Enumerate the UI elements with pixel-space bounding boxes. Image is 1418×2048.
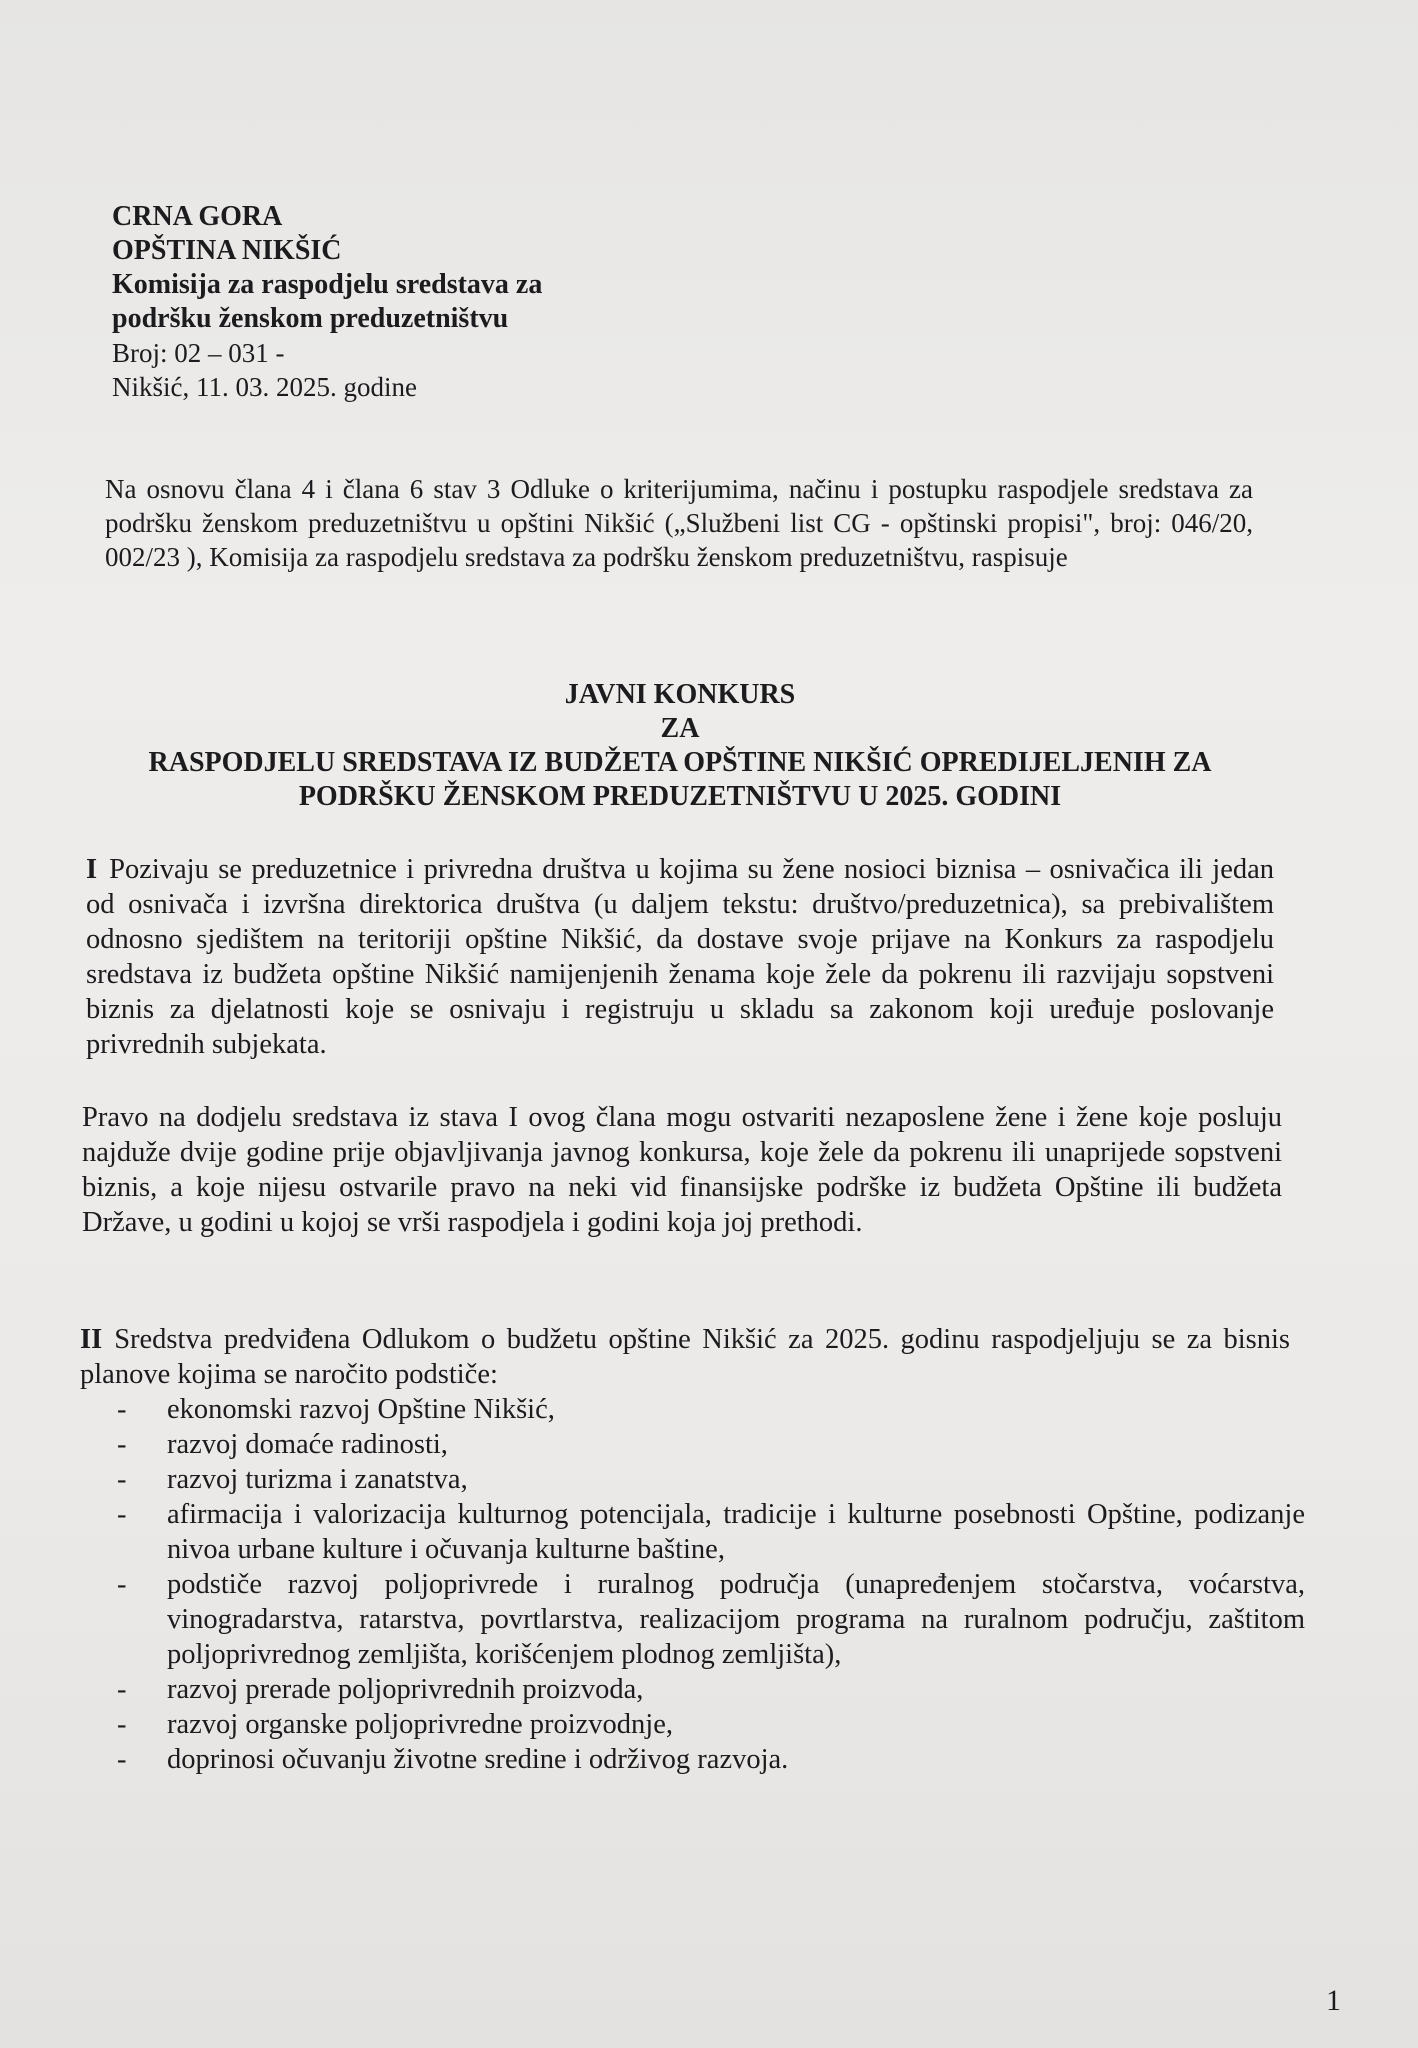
section-1-second-paragraph: Pravo na dodjelu sredstava iz stava I ovog člana mogu ostvariti nezaposlene žene i žene koje posluju najduže dvije godine prije objavljivanja javnog konkursa, koje žele da pokrenu ili unaprijede sopstveni biznis, a koje nijesu ostvarile pravo na neki vid finansijske podrške iz budžeta Opštine ili budžeta Države, u godini u kojoj se vrši raspodjela i godini koja joj prethodi. — [82, 1102, 1282, 1238]
page-number: 1 — [1326, 1984, 1341, 2017]
title-line1: JAVNI KONKURS — [564, 679, 796, 710]
country-name: CRNA GORA — [112, 201, 283, 232]
section-1-numeral: I — [86, 854, 98, 885]
list-item: - razvoj domaće radinosti, — [115, 1427, 1305, 1462]
document-number: Broj: 02 – 031 - — [112, 338, 285, 368]
section-2-paragraph — [80, 1322, 1290, 1392]
list-item: - razvoj turizma i zanatstva, — [115, 1462, 1305, 1497]
commission-name-line1: Komisija za raspodjelu sredstava za — [112, 269, 543, 300]
intro-paragraph: Na osnovu člana 4 i člana 6 stav 3 Odluke o kriterijumima, načinu i postupku raspodjele sredstava za podršku ženskom preduzetništvu u opštini Nikšić („Službeni list CG - opštinski propisi", broj: 046/20, 002/23 ), Komisija za raspodjelu sredstava za podršku ženskom preduzetništvu, raspisuje — [105, 474, 1253, 572]
section-1-text: Pozivaju se preduzetnice i privredna društva u kojima su žene nosioci biznisa – osnivačica ili jedan od osnivača i izvršna direktorica društva (u daljem tekstu: društvo/preduzetnica), sa prebivalištem odnosno sjedištem na teritoriji opštine Nikšić, da dostave svoje prijave na Konkurs za raspodjelu sredstava iz budžeta opštine Nikšić namijenjenih ženama koje žele da pokrenu ili razvijaju sopstveni biznis za djelatnosti koje se osnivaju i registruju u skladu sa zakonom koji uređuje poslovanje privrednih subjekata. — [86, 854, 1274, 1060]
municipality-name: OPŠTINA NIKŠIĆ — [112, 235, 342, 266]
commission-name-line2: podršku ženskom preduzetništvu — [112, 303, 509, 334]
place-date: Nikšić, 11. 03. 2025. godine — [112, 372, 417, 402]
list-item: - razvoj organske poljoprivredne proizvodnje, — [115, 1707, 1305, 1742]
section-2-text: Sredstva predviđena Odlukom o budžetu opštine Nikšić za 2025. godinu raspodjeljuju se za bisnis planove kojima se naročito podstiče: — [80, 1324, 1290, 1390]
list-item: - podstiče razvoj poljoprivrede i ruralnog područja (unapređenjem stočarstva, voćarstva, vinogradarstva, ratarstva, povrtlarstva, realizacijom programa na ruralnom području, zaštitom poljoprivrednog zemljišta, korišćenjem plodnog zemljišta), — [115, 1567, 1305, 1672]
document-title — [100, 678, 1260, 814]
title-line4: PODRŠKU ŽENSKOM PREDUZETNIŠTVU U 2025. GODINI — [298, 781, 1062, 812]
list-item: - doprinosi očuvanju životne sredine i održivog razvoja. — [115, 1742, 1305, 1777]
list-item: - ekonomski razvoj Opštine Nikšić, — [115, 1392, 1305, 1427]
list-item: - razvoj prerade poljoprivrednih proizvoda, — [115, 1672, 1305, 1707]
section-1-paragraph — [86, 852, 1274, 1062]
list-item: - afirmacija i valorizacija kulturnog potencijala, tradicije i kulturne posebnosti Opštine, podizanje nivoa urbane kulture i očuvanja kulturne baštine, — [115, 1497, 1305, 1567]
document-header — [112, 200, 812, 404]
title-line2: ZA — [660, 713, 700, 744]
section-2-list — [115, 1392, 1305, 1777]
title-line3: RASPODJELU SREDSTAVA IZ BUDŽETA OPŠTINE NIKŠIĆ OPREDIJELJENIH ZA — [148, 747, 1212, 778]
section-2-numeral: II — [80, 1324, 103, 1355]
